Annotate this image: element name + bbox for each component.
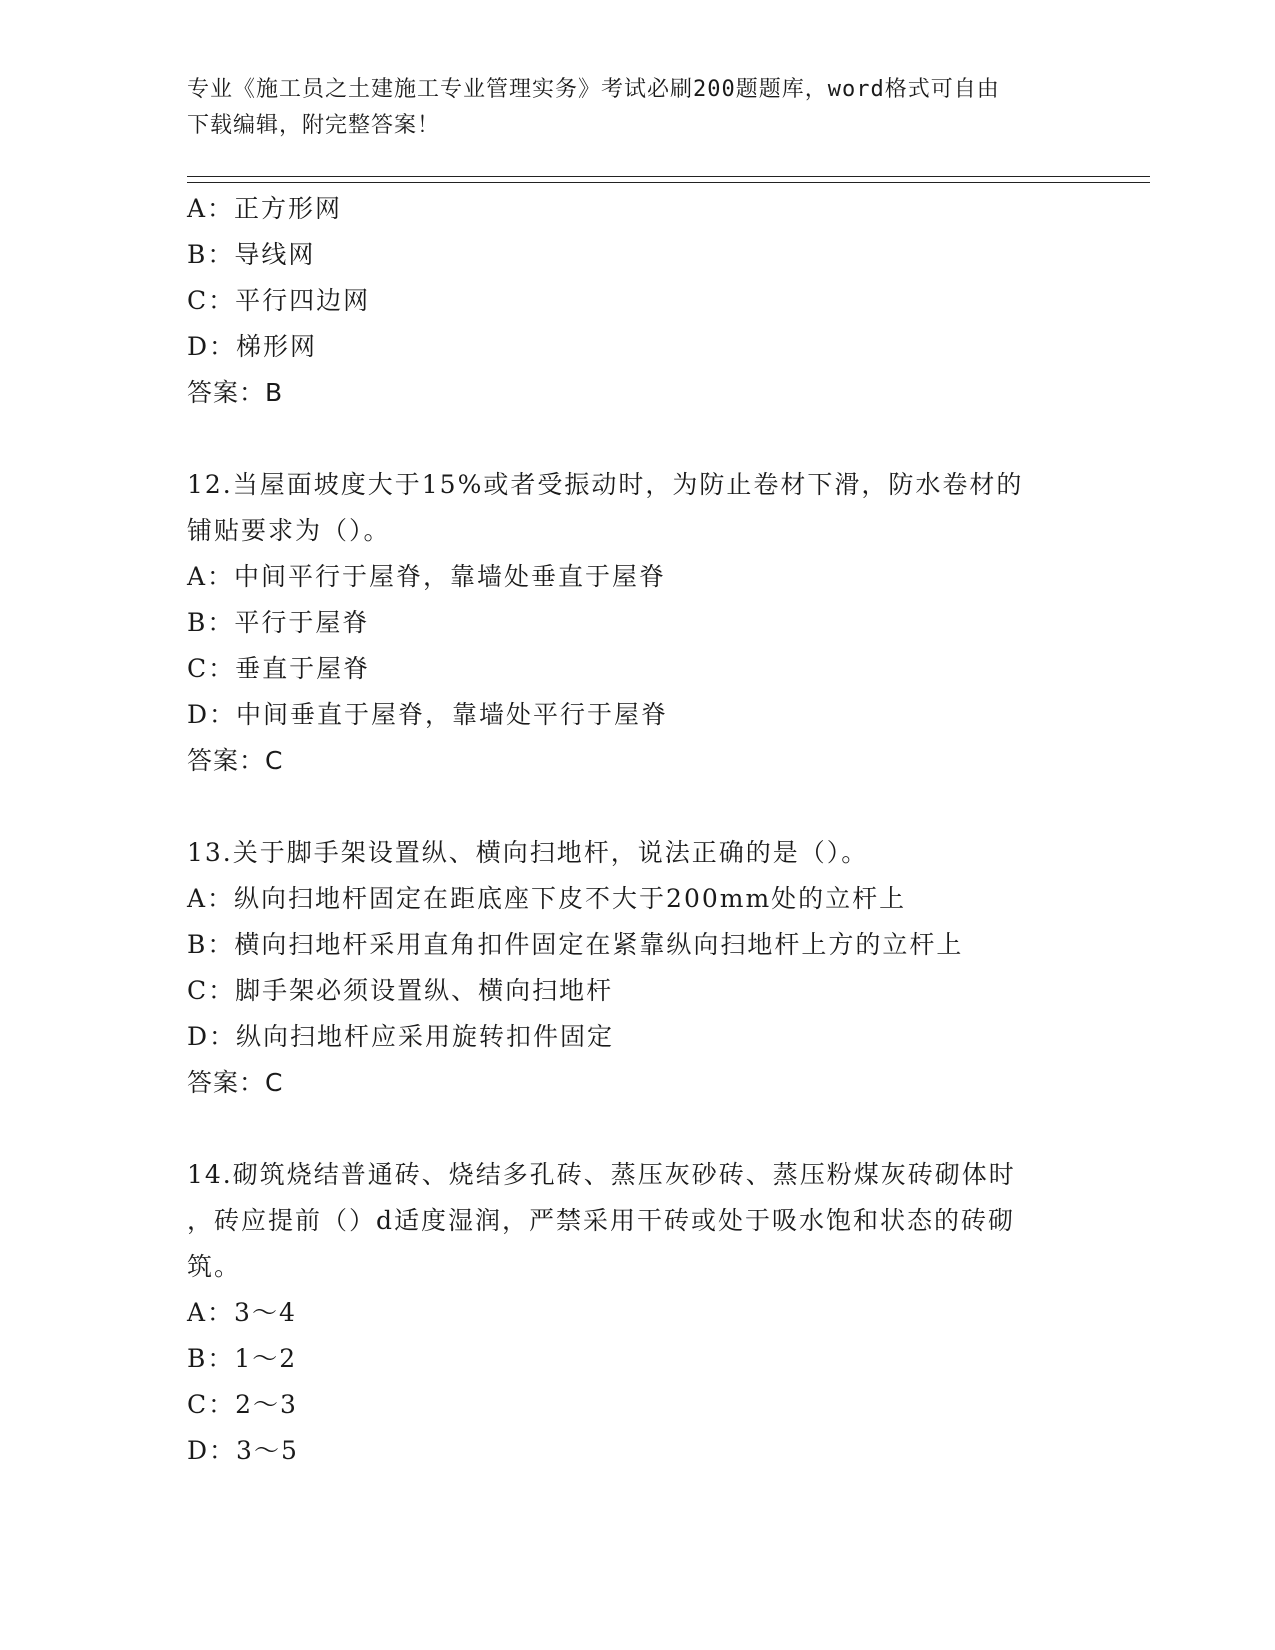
option-c: C：2～3 (187, 1390, 298, 1419)
question-11-block (187, 186, 1087, 416)
question-13-text-line-1: 13.关于脚手架设置纵、横向扫地杆，说法正确的是（）。 (187, 838, 869, 867)
option-a: A：纵向扫地杆固定在距底座下皮不大于200mm处的立杆上 (187, 884, 907, 913)
question-14-text-line-1: 14.砌筑烧结普通砖、烧结多孔砖、蒸压灰砂砖、蒸压粉煤灰砖砌体时 (187, 1160, 1016, 1189)
question-14-text-line-2: ，砖应提前（）d适度湿润，严禁采用干砖或处于吸水饱和状态的砖砌 (187, 1206, 1016, 1235)
option-d: D：3～5 (187, 1436, 299, 1465)
header-line-1: 专业《施工员之土建施工专业管理实务》考试必刷200题题库，word格式可自由 (187, 77, 1000, 102)
question-14-block (187, 1152, 1087, 1474)
question-12-block (187, 462, 1087, 784)
option-a: A：中间平行于屋脊，靠墙处垂直于屋脊 (187, 562, 667, 591)
question-list (187, 186, 1087, 1474)
option-b: B：1～2 (187, 1344, 298, 1373)
option-c: C：平行四边网 (187, 286, 371, 315)
option-c: C：脚手架必须设置纵、横向扫地杆 (187, 976, 614, 1005)
option-b: B：导线网 (187, 240, 316, 269)
option-d: D：中间垂直于屋脊，靠墙处平行于屋脊 (187, 700, 669, 729)
option-d: D：梯形网 (187, 332, 318, 361)
answer-line: 答案：C (187, 1068, 284, 1097)
option-a: A：正方形网 (187, 194, 343, 223)
answer-line: 答案：C (187, 746, 284, 775)
question-12-text-line-1: 12.当屋面坡度大于15%或者受振动时，为防止卷材下滑，防水卷材的 (187, 470, 1024, 499)
answer-line: 答案：B (187, 378, 284, 407)
header-rule-top (187, 176, 1150, 177)
question-12-text-line-2: 铺贴要求为（）。 (187, 516, 391, 545)
spacer (187, 1106, 1087, 1152)
header-line-2: 下载编辑，附完整答案！ (187, 113, 441, 138)
option-b: B：横向扫地杆采用直角扣件固定在紧靠纵向扫地杆上方的立杆上 (187, 930, 964, 959)
document-header (187, 72, 1087, 144)
header-rule-bottom (187, 182, 1150, 183)
question-14-text-line-3: 筑。 (187, 1252, 242, 1281)
option-c: C：垂直于屋脊 (187, 654, 371, 683)
spacer (187, 784, 1087, 830)
spacer (187, 416, 1087, 462)
question-13-block (187, 830, 1087, 1106)
option-a: A：3～4 (187, 1298, 297, 1327)
option-b: B：平行于屋脊 (187, 608, 370, 637)
option-d: D：纵向扫地杆应采用旋转扣件固定 (187, 1022, 615, 1051)
